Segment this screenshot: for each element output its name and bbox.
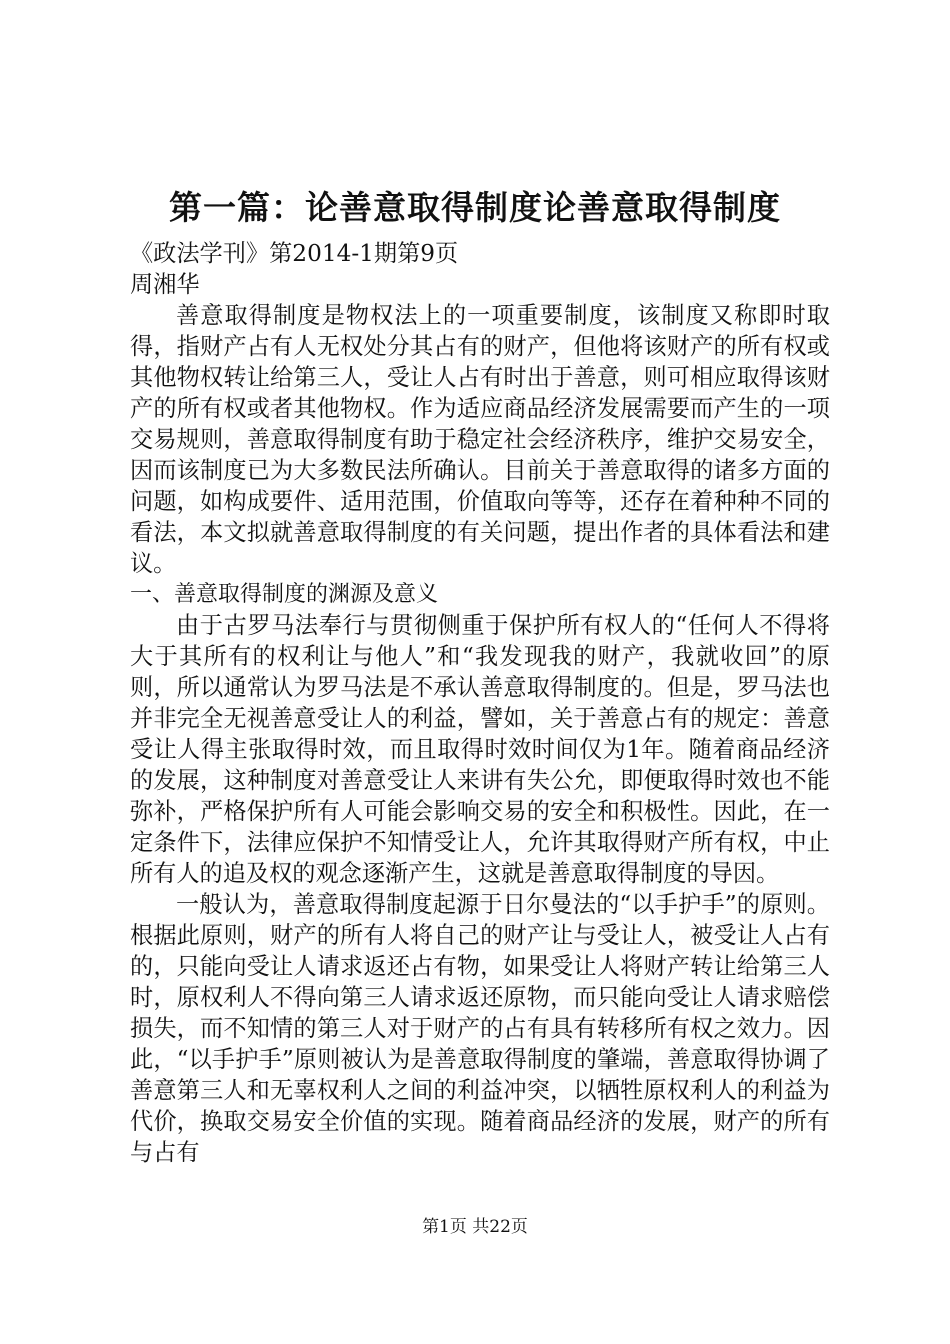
- document-title: 第一篇：论善意取得制度论善意取得制度: [169, 188, 781, 227]
- paragraph-intro: 善意取得制度是物权法上的一项重要制度，该制度又称即时取得，指财产占有人无权处分其占有的财产，但他将该财产的所有权或其他物权转让给第三人，受让人占有时出于善意，则可相应取得该财产的所有权或者其他物权。作为适应商品经济发展需要而产生的一项交易规则，善意取得制度有助于稳定社会经济秩序，维护交易安全，因而该制度已为大多数民法所确认。目前关于善意取得的诸多方面的问题，如构成要件、适用范围，价值取向等等，还存在着种种不同的看法，本文拟就善意取得制度的有关问题，提出作者的具体看法和建议。: [130, 302, 830, 577]
- page-number-footer: 第1页 共22页: [422, 1217, 528, 1237]
- source-line: 《政法学刊》第2014-1期第9页: [130, 240, 459, 267]
- paragraph-roman-law: 由于古罗马法奉行与贯彻侧重于保护所有权人的“任何人不得将大于其所有的权利让与他人”和“我发现我的财产，我就收回”的原则，所以通常认为罗马法是不承认善意取得制度的。但是，罗马法也并非完全无视善意受让人的利益，譬如，关于善意占有的规定：善意受让人得主张取得时效，而且取得时效时间仅为1年。随着商品经济的发展，这种制度对善意受让人来讲有失公允，即便取得时效也不能弥补，严格保护所有人可能会影响交易的安全和积极性。因此，在一定条件下，法律应保护不知情受让人，允许其取得财产所有权，中止所有人的追及权的观念逐渐产生，这就是善意取得制度的导因。: [130, 612, 830, 887]
- document-body: [130, 238, 830, 1168]
- author-line: 周湘华: [130, 271, 200, 298]
- paragraph-germanic-law: 一般认为，善意取得制度起源于日尔曼法的“以手护手”的原则。根据此原则，财产的所有人将自己的财产让与受让人，被受让人占有的，只能向受让人请求返还占有物，如果受让人将财产转让给第三人时，原权利人不得向第三人请求返还原物，而只能向受让人请求赔偿损失，而不知情的第三人对于财产的占有具有转移所有权之效力。因此，“以手护手”原则被认为是善意取得制度的肇端，善意取得协调了善意第三人和无辜权利人之间的利益冲突，以牺牲原权利人的利益为代价，换取交易安全价值的实现。随着商品经济的发展，财产的所有与占有: [130, 891, 830, 1166]
- section-heading: 一、善意取得制度的渊源及意义: [130, 582, 439, 607]
